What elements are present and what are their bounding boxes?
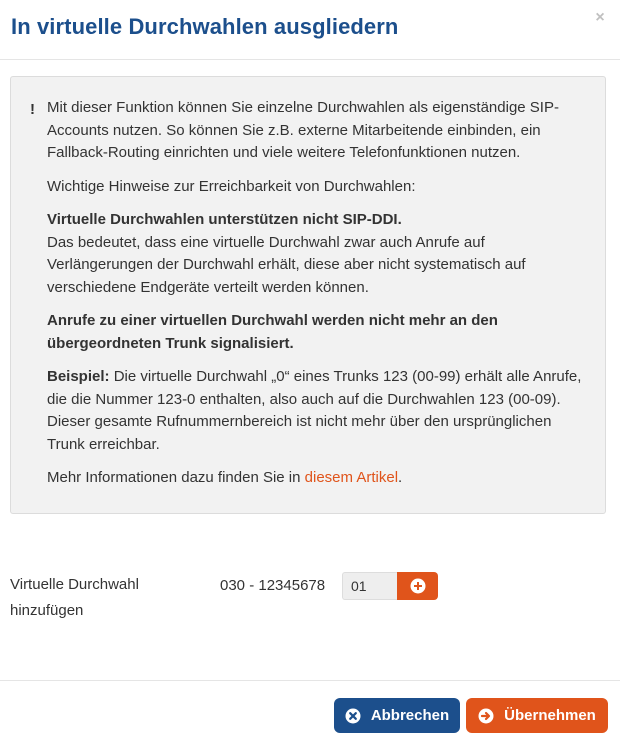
cancel-label: Abbrechen (370, 707, 450, 724)
extension-input[interactable] (342, 572, 397, 600)
dialog-title: In virtuelle Durchwahlen ausgliedern (11, 14, 399, 39)
arrow-circle-right-icon (478, 708, 494, 724)
notice-example-text: Die virtuelle Durchwahl „0“ eines Trunks 123 (00-99) erhält alle Anrufe, die die Nummer 123-0 enthalten, also auch auf die Durchwahlen 123 (00-09). Dieser gesamte Rufnummernbereich ist nicht mehr über den ursprünglichen Trunk erreichbar. (47, 368, 582, 453)
notice-example-label: Beispiel: (47, 368, 110, 385)
notice-example (47, 366, 587, 456)
notice-sip-ddi-text: Das bedeutet, dass eine virtuelle Durchwahl zwar auch Anrufe auf Verlängerungen der Durchwahl erhält, diese aber nicht systematisch auf verschiedene Endgeräte verteilt werden können. (47, 233, 526, 296)
notice-more-info-end: . (398, 469, 403, 486)
apply-button[interactable] (466, 698, 608, 733)
notice-hint-heading: Wichtige Hinweise zur Erreichbarkeit von Durchwahlen: (47, 177, 416, 195)
add-extension-label (10, 572, 180, 624)
notice-body (47, 97, 587, 501)
dialog-footer (0, 680, 620, 742)
notice-trunk-warning-text: Anrufe zu einer virtuellen Durchwahl werden nicht mehr an den übergeordneten Trunk signalisiert. (47, 312, 498, 352)
number-prefix: 030 - 12345678 (220, 577, 326, 594)
notice-sip-ddi-title: Virtuelle Durchwahlen unterstützen nicht SIP-DDI. (47, 211, 402, 228)
notice-more-info-text: Mehr Informationen dazu finden Sie in (47, 469, 305, 486)
info-notice (10, 76, 606, 514)
add-extension-label-line2: hinzufügen (10, 602, 84, 619)
add-extension-button[interactable] (397, 572, 438, 600)
notice-more-info (47, 467, 587, 490)
notice-sip-ddi (47, 209, 587, 299)
plus-circle-icon (410, 578, 426, 594)
exclamation-icon: ! (30, 101, 35, 118)
notice-intro: Mit dieser Funktion können Sie einzelne Durchwahlen als eigenständige SIP-Accounts nutzen. So können Sie z.B. externe Mitarbeitende einbinden, ein Fallback-Routing einrichten und viele weitere Telefonfunktionen nutzen. (47, 99, 559, 161)
close-icon[interactable]: × (595, 9, 605, 26)
notice-trunk-warning (47, 310, 587, 355)
apply-label: Übernehmen (504, 707, 596, 724)
add-extension-row (10, 572, 610, 632)
cancel-button[interactable] (334, 698, 460, 733)
dialog-header (0, 0, 620, 60)
article-link[interactable]: diesem Artikel (304, 469, 399, 486)
add-extension-label-line1: Virtuelle Durchwahl (10, 576, 139, 593)
times-circle-icon (345, 708, 361, 724)
